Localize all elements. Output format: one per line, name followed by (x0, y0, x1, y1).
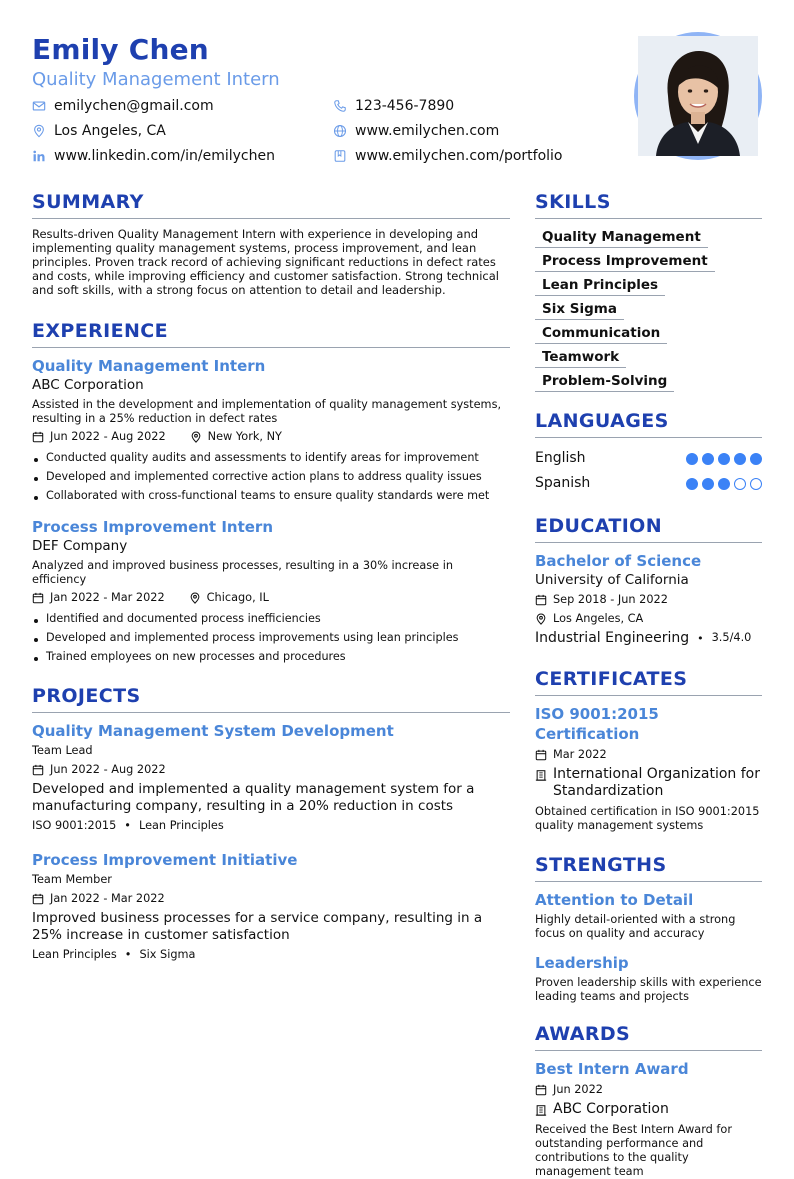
project-description: Improved business processes for a service company, resulting in a 25% increase in customer satisfaction (32, 910, 483, 943)
skills-heading: SKILLS (535, 190, 762, 219)
proficiency-dots (682, 478, 762, 490)
profile-photo (634, 32, 762, 160)
project-tag: Lean Principles (138, 819, 224, 832)
list-item: Collaborated with cross-functional teams to ensure quality standards were met (32, 486, 510, 505)
project-description: Developed and implemented a quality management system for a manufacturing company, resulting in a 20% reduction in costs (32, 781, 475, 814)
proficiency-dot (702, 453, 714, 465)
strength-entry (535, 890, 762, 941)
right-column (535, 190, 762, 1179)
proficiency-dot (686, 453, 698, 465)
skill-tag: Lean Principles (535, 275, 665, 296)
awards-section (535, 1022, 762, 1179)
summary-text: Results-driven Quality Management Intern with experience in developing and implementing quality management systems, process improvement, and lean principles. Proven track record of achieving significant reductions in defect rates and costs, while improving efficiency and customer satisfaction. Strong technical and soft skills, with a strong focus on attention to detail and leadership. (32, 227, 499, 297)
proficiency-dot (702, 478, 714, 490)
proficiency-dot (750, 478, 762, 490)
education-heading: EDUCATION (535, 514, 762, 543)
languages-heading: LANGUAGES (535, 409, 762, 438)
award-description: Received the Best Intern Award for outstanding performance and contributions to the quality management team (535, 1123, 732, 1178)
experience-heading: EXPERIENCE (32, 319, 510, 348)
candidate-name: Emily Chen (32, 33, 209, 66)
gpa-value: 3.5/4.0 (711, 631, 752, 644)
project-tags (32, 818, 510, 834)
resume-header (32, 34, 632, 92)
project-role: Team Member (32, 873, 112, 886)
gpa-separator: • (697, 631, 704, 645)
projects-section (32, 684, 510, 963)
contact-linkedin[interactable] (32, 148, 275, 164)
strength-description: Highly detail-oriented with a strong focus on quality and accuracy (535, 913, 736, 940)
project-tags (32, 947, 510, 963)
education-location: Los Angeles, CA (553, 612, 644, 625)
project-dates: Jan 2022 - Mar 2022 (50, 892, 165, 905)
website-text: www.emilychen.com (355, 123, 500, 139)
certificate-description: Obtained certification in ISO 9001:2015 quality management systems (535, 805, 760, 832)
location-pin-icon (535, 613, 547, 625)
job-bullets (32, 609, 510, 666)
certificate-date-row (535, 747, 762, 763)
contact-location (32, 123, 166, 139)
candidate-title: Quality Management Intern (32, 69, 280, 90)
calendar-icon (32, 893, 44, 905)
list-item: Developed and implemented process improvements using lean principles (32, 628, 510, 647)
avatar-portrait-icon (638, 36, 758, 156)
skill-tag: Communication (535, 323, 667, 344)
globe-icon (333, 124, 347, 138)
job-bullets (32, 448, 510, 505)
job-dates: Jan 2022 - Mar 2022 (50, 591, 165, 604)
certificate-issuer: International Organization for Standardization (553, 766, 761, 799)
strength-title: Leadership (535, 954, 629, 972)
job-meta (32, 429, 510, 445)
experience-entry (32, 356, 510, 505)
proficiency-dot (686, 478, 698, 490)
proficiency-dots (682, 453, 762, 465)
project-tag: ISO 9001:2015 (32, 819, 117, 832)
education-field-row (535, 629, 762, 647)
award-issuer: ABC Corporation (553, 1101, 669, 1117)
job-meta (32, 590, 510, 606)
certificates-heading: CERTIFICATES (535, 667, 762, 696)
project-entry (32, 721, 510, 834)
strengths-heading: STRENGTHS (535, 853, 762, 882)
location-pin-icon (189, 592, 201, 604)
project-title: Process Improvement Initiative (32, 851, 298, 869)
certificates-section (535, 667, 762, 833)
skills-section (535, 190, 762, 395)
tag-separator: • (124, 948, 132, 961)
list-item: Developed and implemented corrective action plans to address quality issues (32, 467, 510, 486)
job-title: Process Improvement Intern (32, 518, 273, 536)
project-title: Quality Management System Development (32, 722, 394, 740)
portfolio-text: www.emilychen.com/portfolio (355, 148, 563, 164)
building-icon (535, 769, 547, 781)
projects-heading: PROJECTS (32, 684, 510, 713)
experience-entry (32, 517, 510, 666)
strength-entry (535, 953, 762, 1004)
strength-description: Proven leadership skills with experience leading teams and projects (535, 976, 762, 1003)
project-meta (32, 891, 510, 907)
language-row (535, 471, 762, 496)
award-issuer-row (535, 1101, 762, 1118)
award-date: Jun 2022 (553, 1083, 603, 1096)
field-of-study: Industrial Engineering (535, 630, 690, 646)
building-icon (535, 1104, 547, 1116)
job-location: Chicago, IL (206, 591, 269, 604)
mail-icon (32, 99, 46, 113)
company-name: DEF Company (32, 538, 128, 554)
education-section (535, 514, 762, 647)
skill-tag: Process Improvement (535, 251, 715, 272)
summary-section (32, 190, 510, 297)
location-pin-icon (32, 124, 46, 138)
tag-separator: • (124, 819, 131, 832)
job-dates: Jun 2022 - Aug 2022 (50, 430, 166, 443)
skill-tag: Problem-Solving (535, 371, 674, 392)
award-date-row (535, 1082, 762, 1098)
location-text: Los Angeles, CA (54, 123, 166, 139)
project-role: Team Lead (32, 744, 93, 757)
school-name: University of California (535, 572, 689, 588)
job-title: Quality Management Intern (32, 357, 266, 375)
contact-website[interactable] (333, 123, 499, 139)
languages-section (535, 409, 762, 496)
certificate-issuer-row (535, 766, 762, 800)
calendar-icon (535, 594, 547, 606)
skills-list (535, 227, 762, 395)
project-dates: Jun 2022 - Aug 2022 (50, 763, 166, 776)
contact-email[interactable] (32, 98, 214, 114)
summary-heading: SUMMARY (32, 190, 510, 219)
phone-text: 123-456-7890 (355, 98, 455, 114)
company-name: ABC Corporation (32, 377, 144, 393)
proficiency-dot (734, 478, 746, 490)
language-name: English (535, 450, 586, 466)
experience-section (32, 319, 510, 666)
calendar-icon (32, 431, 44, 443)
calendar-icon (32, 764, 44, 776)
degree-title: Bachelor of Science (535, 552, 702, 570)
proficiency-dot (734, 453, 746, 465)
education-location-row (535, 611, 762, 627)
skill-tag: Six Sigma (535, 299, 624, 320)
proficiency-dot (718, 453, 730, 465)
project-entry (32, 850, 510, 963)
list-item: Identified and documented process inefficiencies (32, 609, 510, 628)
list-item: Conducted quality audits and assessments to identify areas for improvement (32, 448, 510, 467)
project-meta (32, 762, 510, 778)
awards-heading: AWARDS (535, 1022, 762, 1051)
proficiency-dot (750, 453, 762, 465)
linkedin-text: www.linkedin.com/in/emilychen (54, 148, 275, 164)
email-text: emilychen@gmail.com (54, 98, 214, 114)
location-pin-icon (190, 431, 202, 443)
job-description: Assisted in the development and implementation of quality management systems, resulting in a 25% reduction in defect rates (32, 398, 502, 425)
project-tag: Six Sigma (139, 948, 196, 961)
calendar-icon (535, 1084, 547, 1096)
skill-tag: Teamwork (535, 347, 626, 368)
certificate-title: ISO 9001:2015 Certification (535, 705, 659, 743)
job-location: New York, NY (207, 430, 282, 443)
proficiency-dot (718, 478, 730, 490)
linkedin-icon (32, 149, 46, 163)
contact-portfolio[interactable] (333, 148, 563, 164)
calendar-icon (535, 749, 547, 761)
skill-tag: Quality Management (535, 227, 708, 248)
calendar-icon (32, 592, 44, 604)
project-tag: Lean Principles (32, 948, 117, 961)
certificate-date: Mar 2022 (553, 748, 607, 761)
education-dates: Sep 2018 - Jun 2022 (553, 593, 668, 606)
award-title: Best Intern Award (535, 1060, 689, 1078)
strength-title: Attention to Detail (535, 891, 694, 909)
job-description: Analyzed and improved business processes, resulting in a 30% increase in efficiency (32, 559, 454, 586)
language-row (535, 446, 762, 471)
list-item: Trained employees on new processes and procedures (32, 647, 510, 666)
strengths-section (535, 853, 762, 1004)
left-column (32, 190, 510, 963)
bookmark-icon (333, 149, 347, 163)
education-dates-row (535, 592, 762, 608)
phone-icon (333, 99, 347, 113)
language-name: Spanish (535, 475, 591, 491)
contact-phone[interactable] (333, 98, 454, 114)
